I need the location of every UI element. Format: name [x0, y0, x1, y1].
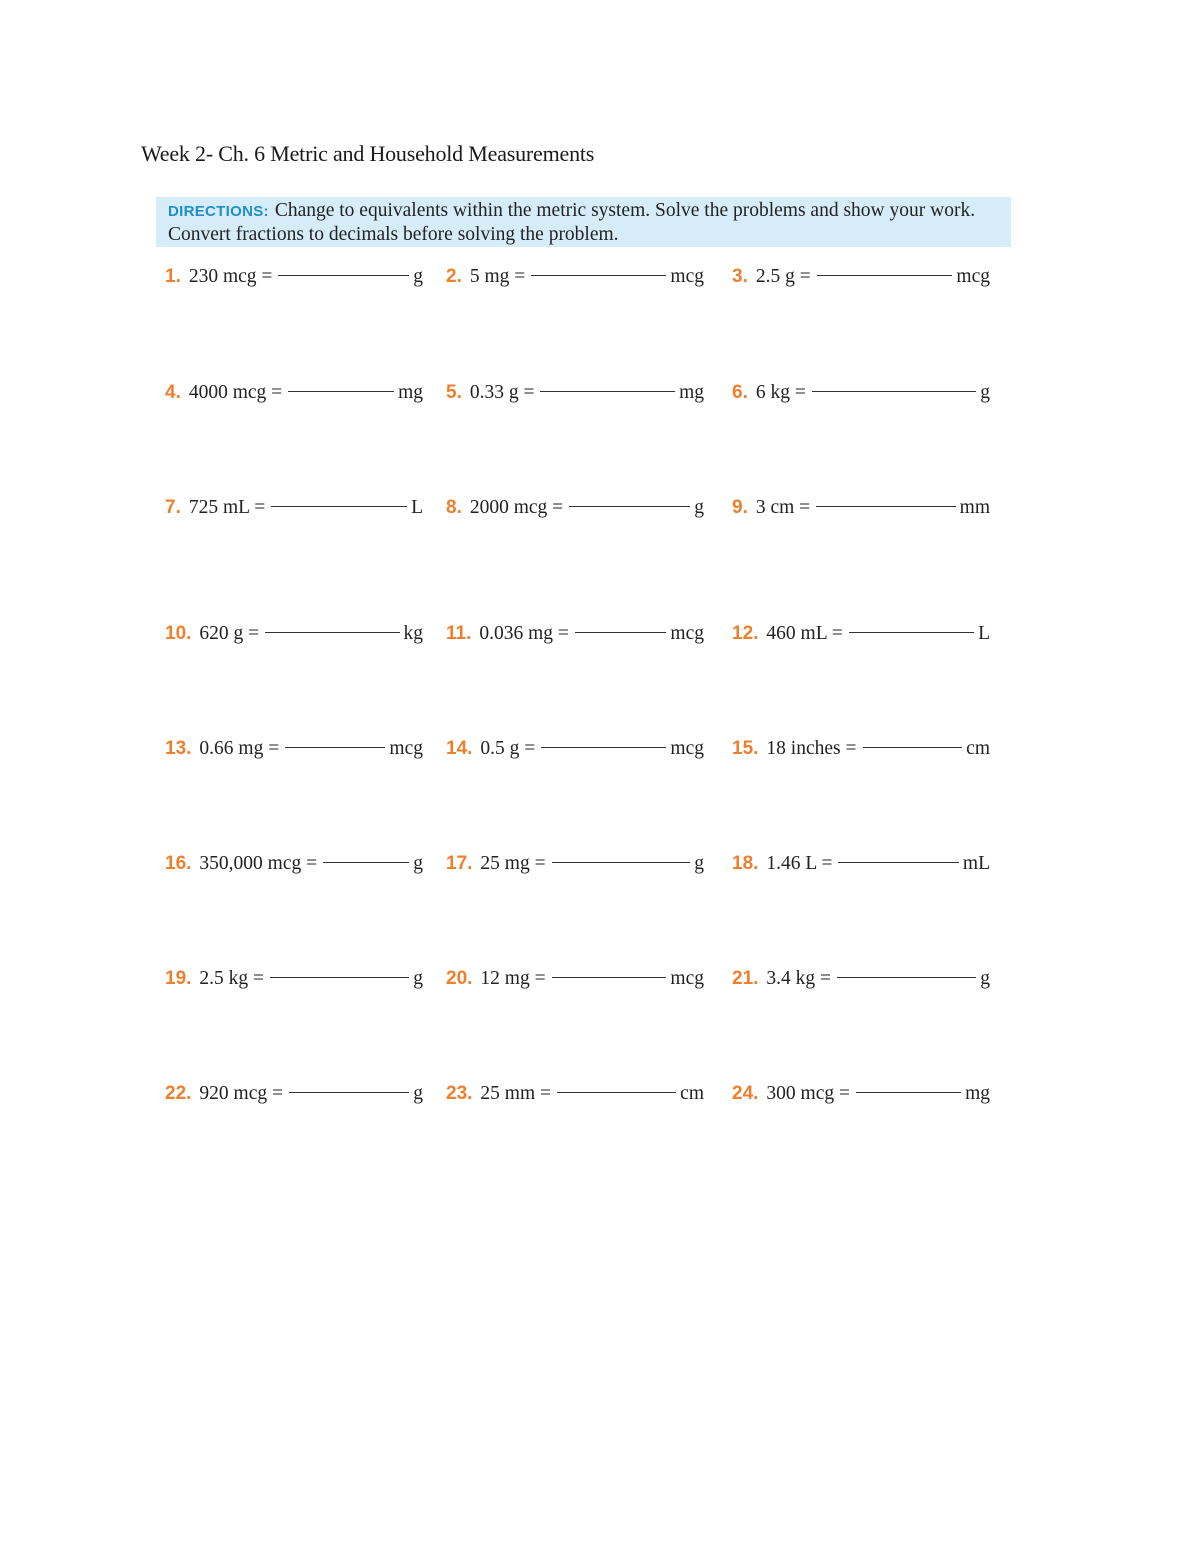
problem-item	[732, 1083, 990, 1113]
problem-expression: 620 g =	[199, 623, 260, 644]
problem-expression: 12 mg =	[480, 968, 546, 989]
problem-expression: 3 cm =	[755, 497, 811, 518]
problem-item	[732, 266, 990, 296]
answer-blank[interactable]	[575, 631, 667, 633]
problem-number: 23.	[446, 1083, 473, 1104]
problem-number: 3.	[732, 266, 748, 287]
problem-unit: mcg	[389, 738, 423, 759]
problem-expression: 2.5 kg =	[199, 968, 265, 989]
problem-unit: cm	[966, 738, 990, 759]
problem-item	[446, 497, 704, 527]
problem-unit: g	[694, 853, 704, 874]
problem-expression: 230 mcg =	[188, 266, 273, 287]
problem-expression: 920 mcg =	[199, 1083, 283, 1104]
problem-number: 18.	[732, 853, 759, 874]
problem-item	[446, 623, 704, 653]
problem-item	[732, 968, 990, 998]
problem-unit: cm	[680, 1083, 704, 1104]
problem-item	[165, 623, 423, 653]
answer-blank[interactable]	[288, 390, 394, 392]
problem-item	[165, 1083, 423, 1113]
problem-unit: g	[413, 1083, 423, 1104]
problem-expression: 25 mg =	[480, 853, 546, 874]
problem-number: 9.	[732, 497, 748, 518]
problem-number: 11.	[446, 623, 472, 644]
problem-item	[446, 738, 704, 768]
problem-expression: 5 mg =	[469, 266, 526, 287]
answer-blank[interactable]	[838, 861, 958, 863]
problem-number: 6.	[732, 382, 748, 403]
problem-item	[165, 497, 423, 527]
answer-blank[interactable]	[271, 505, 407, 507]
problem-expression: 25 mm =	[480, 1083, 552, 1104]
problem-item	[446, 1083, 704, 1113]
problem-number: 17.	[446, 853, 473, 874]
problem-unit: mg	[398, 382, 423, 403]
problem-expression: 4000 mcg =	[188, 382, 283, 403]
problem-item	[732, 497, 990, 527]
problem-number: 5.	[446, 382, 462, 403]
problem-number: 7.	[165, 497, 181, 518]
problem-unit: mm	[959, 497, 990, 518]
problem-expression: 460 mL =	[766, 623, 843, 644]
problem-number: 22.	[165, 1083, 192, 1104]
answer-blank[interactable]	[265, 631, 399, 633]
problem-item	[446, 853, 704, 883]
answer-blank[interactable]	[541, 746, 666, 748]
problem-item	[732, 623, 990, 653]
problem-unit: mcg	[670, 968, 704, 989]
problem-number: 15.	[732, 738, 759, 759]
problem-item	[732, 382, 990, 412]
problem-expression: 3.4 kg =	[766, 968, 832, 989]
answer-blank[interactable]	[569, 505, 690, 507]
problem-item	[732, 738, 990, 768]
problem-expression: 6 kg =	[755, 382, 806, 403]
problem-unit: mg	[965, 1083, 990, 1104]
problem-number: 1.	[165, 266, 181, 287]
problem-unit: g	[694, 497, 704, 518]
problem-number: 12.	[732, 623, 759, 644]
problem-unit: mcg	[670, 738, 704, 759]
answer-blank[interactable]	[289, 1091, 409, 1093]
problem-expression: 0.66 mg =	[199, 738, 280, 759]
problem-unit: kg	[403, 623, 423, 644]
problem-expression: 0.33 g =	[469, 382, 535, 403]
problem-item	[165, 382, 423, 412]
problem-unit: g	[413, 968, 423, 989]
answer-blank[interactable]	[531, 274, 666, 276]
problem-expression: 0.036 mg =	[479, 623, 569, 644]
directions-label: DIRECTIONS:	[168, 203, 269, 220]
problem-unit: g	[413, 266, 423, 287]
problem-number: 13.	[165, 738, 192, 759]
problem-unit: g	[413, 853, 423, 874]
answer-blank[interactable]	[856, 1091, 961, 1093]
answer-blank[interactable]	[863, 746, 963, 748]
problem-number: 14.	[446, 738, 473, 759]
problem-unit: mg	[679, 382, 704, 403]
problem-number: 16.	[165, 853, 192, 874]
problem-item	[446, 968, 704, 998]
answer-blank[interactable]	[816, 505, 955, 507]
answer-blank[interactable]	[552, 861, 691, 863]
problem-unit: L	[978, 623, 990, 644]
answer-blank[interactable]	[285, 746, 385, 748]
answer-blank[interactable]	[278, 274, 409, 276]
problem-expression: 350,000 mcg =	[199, 853, 318, 874]
answer-blank[interactable]	[817, 274, 953, 276]
answer-blank[interactable]	[323, 861, 409, 863]
problem-unit: g	[980, 382, 990, 403]
problem-expression: 725 mL =	[188, 497, 266, 518]
problem-number: 4.	[165, 382, 181, 403]
problem-item	[165, 266, 423, 296]
problem-number: 19.	[165, 968, 192, 989]
directions-box	[156, 197, 1011, 247]
problem-item	[165, 968, 423, 998]
answer-blank[interactable]	[849, 631, 974, 633]
answer-blank[interactable]	[812, 390, 976, 392]
problem-number: 10.	[165, 623, 192, 644]
problem-item	[165, 853, 423, 883]
problem-item	[165, 738, 423, 768]
problem-unit: mcg	[956, 266, 990, 287]
problem-item	[732, 853, 990, 883]
problem-expression: 18 inches =	[766, 738, 857, 759]
problem-number: 24.	[732, 1083, 759, 1104]
problem-number: 2.	[446, 266, 462, 287]
problem-expression: 2.5 g =	[755, 266, 811, 287]
problem-expression: 300 mcg =	[766, 1083, 850, 1104]
problem-expression: 1.46 L =	[766, 853, 833, 874]
problem-expression: 0.5 g =	[480, 738, 536, 759]
page-title: Week 2- Ch. 6 Metric and Household Measurements	[141, 141, 595, 166]
problem-number: 21.	[732, 968, 759, 989]
problem-item	[446, 382, 704, 412]
directions-text: Change to equivalents within the metric system. Solve the problems and show your work. Convert fractions to decimals before solving the problem.	[168, 200, 976, 245]
problem-unit: mcg	[670, 623, 704, 644]
problem-unit: g	[980, 968, 990, 989]
answer-blank[interactable]	[557, 1091, 676, 1093]
problem-unit: mL	[962, 853, 990, 874]
problem-number: 20.	[446, 968, 473, 989]
problem-expression: 2000 mcg =	[469, 497, 564, 518]
problem-item	[446, 266, 704, 296]
problem-unit: mcg	[670, 266, 704, 287]
answer-blank[interactable]	[837, 976, 976, 978]
answer-blank[interactable]	[552, 976, 667, 978]
answer-blank[interactable]	[270, 976, 409, 978]
problem-number: 8.	[446, 497, 462, 518]
answer-blank[interactable]	[540, 390, 675, 392]
problem-unit: L	[411, 497, 423, 518]
